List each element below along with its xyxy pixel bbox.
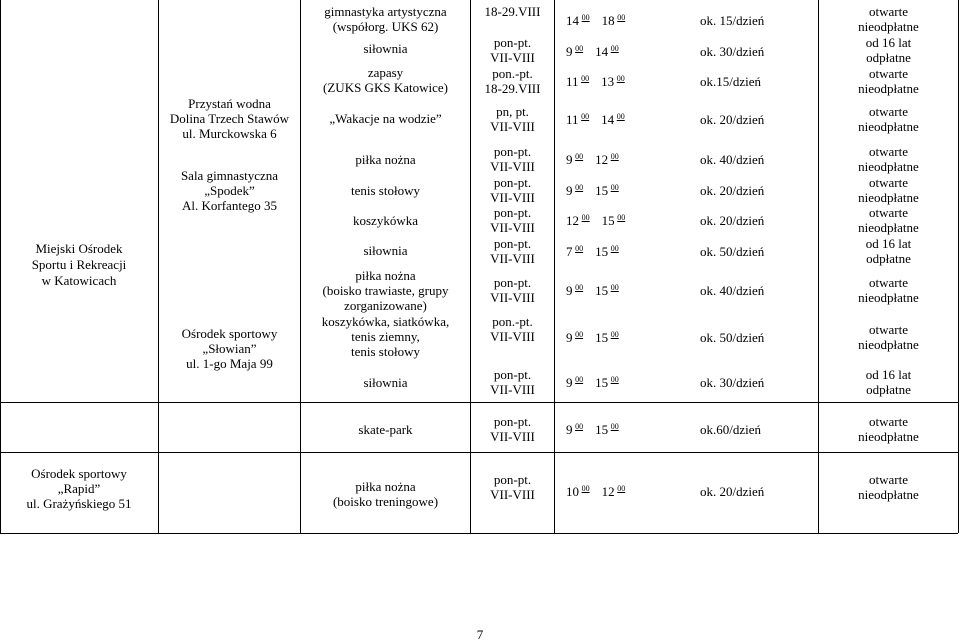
fee-cell: od 16 lat odpłatne [865,367,912,397]
table-border [0,452,958,453]
days-cell: pon-pt. VII-VIII [490,275,535,305]
activity-cell: piłka nożna (boisko trawiaste, grupy zorganizowane) [322,268,449,313]
days-cell: pon-pt. VII-VIII [490,367,535,397]
hours-cell: 10 $^{00}$ 12 $^{00}$ [566,484,626,499]
fee-cell: otwarte nieodpłatne [858,205,919,235]
fee-cell: otwarte nieodpłatne [858,175,919,205]
days-cell: pon.-pt. VII-VIII [490,314,535,344]
hours-cell: 7 $^{00}$ 15 $^{00}$ [566,244,619,259]
fee-cell: otwarte nieodpłatne [858,66,919,96]
hours-cell: 9 $^{00}$ 14 $^{00}$ [566,44,619,59]
hours-cell: 9 $^{00}$ 12 $^{00}$ [566,152,619,167]
days-cell: pon.-pt. 18-29.VIII [484,66,541,96]
hours-cell: 9 $^{00}$ 15 $^{00}$ [566,422,619,437]
fee-cell: otwarte nieodpłatne [858,144,919,174]
activity-cell: piłka nożna (boisko treningowe) [332,479,439,509]
fee-cell: otwarte nieodpłatne [858,275,919,305]
participants-cell: ok. 40/dzień [700,283,765,298]
days-cell: pon-pt. VII-VIII [490,472,535,502]
facility-slowian: Ośrodek sportowy „Słowian” ul. 1-go Maja 99 [181,326,278,371]
days-cell: 18-29.VIII [484,4,541,19]
hours-cell: 14 $^{00}$ 18 $^{00}$ [566,13,626,28]
participants-cell: ok.60/dzień [700,422,762,437]
participants-cell: ok. 50/dzień [700,244,765,259]
fee-cell: otwarte nieodpłatne [858,414,919,444]
activity-cell: siłownia [363,41,408,56]
facility-spodek: Sala gimnastyczna „Spodek” Al. Korfantego 35 [180,168,279,213]
activity-cell: siłownia [363,375,408,390]
fee-cell: od 16 lat odpłatne [865,236,912,266]
fee-cell: otwarte nieodpłatne [858,322,919,352]
participants-cell: ok. 20/dzień [700,213,765,228]
facility-rapid: Ośrodek sportowy „Rapid” ul. Grażyńskiego 51 [26,466,132,511]
facility-mosir: Miejski Ośrodek Sportu i Rekreacji w Katowicach [31,241,127,288]
days-cell: pon-pt. VII-VIII [490,414,535,444]
participants-cell: ok. 15/dzień [700,13,765,28]
participants-cell: ok. 40/dzień [700,152,765,167]
fee-cell: otwarte nieodpłatne [858,472,919,502]
hours-cell: 9 $^{00}$ 15 $^{00}$ [566,375,619,390]
days-cell: pon-pt. VII-VIII [490,236,535,266]
participants-cell: ok.15/dzień [700,74,762,89]
days-cell: pn, pt. VII-VIII [490,104,535,134]
table-border [554,0,555,533]
fee-cell: otwarte nieodpłatne [858,104,919,134]
days-cell: pon-pt. VII-VIII [490,35,535,65]
table-border [0,533,958,534]
participants-cell: ok. 20/dzień [700,484,765,499]
days-cell: pon-pt. VII-VIII [490,144,535,174]
activity-cell: gimnastyka artystyczna (współorg. UKS 62) [324,4,447,34]
participants-cell: ok. 20/dzień [700,112,765,127]
activity-cell: siłownia [363,243,408,258]
days-cell: pon-pt. VII-VIII [490,175,535,205]
hours-cell: 11 $^{00}$ 13 $^{00}$ [566,74,625,89]
fee-cell: otwarte nieodpłatne [858,4,919,34]
activity-cell: koszykówka, siatkówka, tenis ziemny, tenis stołowy [321,314,450,359]
activity-cell: tenis stołowy [351,183,420,198]
activity-cell: skate-park [358,422,413,437]
days-cell: pon-pt. VII-VIII [490,205,535,235]
hours-cell: 9 $^{00}$ 15 $^{00}$ [566,330,619,345]
table-border [0,402,958,403]
facility-przystan: Przystań wodna Dolina Trzech Stawów ul. Murckowska 6 [169,96,290,141]
participants-cell: ok. 50/dzień [700,330,765,345]
participants-cell: ok. 20/dzień [700,183,765,198]
hours-cell: 12 $^{00}$ 15 $^{00}$ [566,213,626,228]
participants-cell: ok. 30/dzień [700,375,765,390]
hours-cell: 9 $^{00}$ 15 $^{00}$ [566,283,619,298]
table-border [958,0,959,533]
table-border [158,0,159,533]
page-number: 7 [476,627,484,642]
hours-cell: 9 $^{00}$ 15 $^{00}$ [566,183,619,198]
activity-cell: zapasy (ZUKS GKS Katowice) [323,65,448,95]
activity-cell: koszykówka [353,213,418,228]
hours-cell: 11 $^{00}$ 14 $^{00}$ [566,112,625,127]
participants-cell: ok. 30/dzień [700,44,765,59]
fee-cell: od 16 lat odpłatne [865,35,912,65]
activity-cell: „Wakacje na wodzie” [329,111,442,126]
activity-cell: piłka nożna [355,152,416,167]
